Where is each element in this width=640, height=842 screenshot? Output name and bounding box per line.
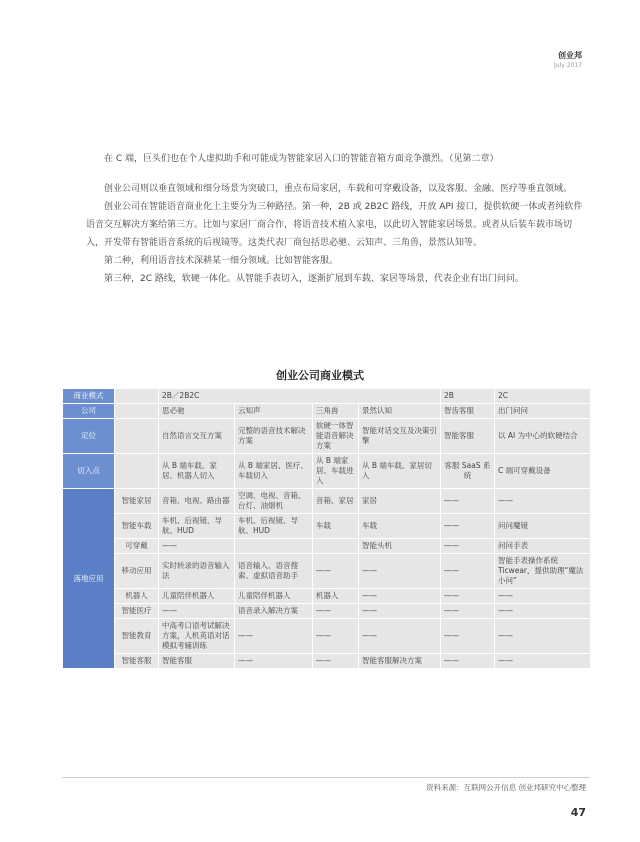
- table-cell: 从 B 端家居、车载进入: [313, 454, 359, 489]
- table-cell: ——: [495, 604, 591, 619]
- table-cell: ——: [441, 514, 495, 539]
- table-cell: 问问手表: [495, 539, 591, 554]
- table-cell: 机器人: [313, 589, 359, 604]
- table-cell: 智能客服解决方案: [359, 654, 441, 669]
- table-cell: 智能客服: [159, 654, 235, 669]
- table-row: [63, 539, 591, 554]
- table-cell: ——: [359, 604, 441, 619]
- table-cell: ——: [495, 489, 591, 514]
- table-cell: ——: [359, 619, 441, 654]
- table-cell: ——: [441, 539, 495, 554]
- table-cell: 智能头机: [359, 539, 441, 554]
- table-cell: 云知声: [235, 404, 313, 419]
- table-cell: ——: [235, 619, 313, 654]
- page-number: 47: [570, 806, 586, 819]
- table-cell: ——: [313, 554, 359, 589]
- table-cell: ——: [313, 654, 359, 669]
- table-cell: 从 B 端家居、医疗、车载切入: [235, 454, 313, 489]
- table-cell: 儿童陪伴机器人: [235, 589, 313, 604]
- header-cell: 定位: [63, 419, 115, 454]
- table-cell: 三角兽: [313, 404, 359, 419]
- table-cell: 完整的语音技术解决方案: [235, 419, 313, 454]
- table-cell: 以 AI 为中心的软硬结合: [495, 419, 591, 454]
- table-cell: 中高考口语考试解决方案，人机英语对话模拟考辅训练: [159, 619, 235, 654]
- row-label: 智能教育: [115, 619, 159, 654]
- table-cell: ——: [441, 619, 495, 654]
- table-cell: ——: [159, 539, 235, 554]
- table-cell: ——: [495, 654, 591, 669]
- source-note: 资料来源：互联网公开信息 创业邦研究中心整理: [426, 783, 586, 792]
- table-cell: [115, 454, 159, 489]
- table-cell: C 端可穿戴设备: [495, 454, 591, 489]
- table-cell: 车机、后视镜、导航、HUD: [159, 514, 235, 539]
- row-label: 智能家居: [115, 489, 159, 514]
- table-cell: 实时转录的语音输入法: [159, 554, 235, 589]
- table-cell: [313, 539, 359, 554]
- table-cell: [235, 539, 313, 554]
- table-cell: 儿童陪伴机器人: [159, 589, 235, 604]
- table-cell: 出门问问: [495, 404, 591, 419]
- table-row: [63, 404, 591, 419]
- table-cell: 从 B 端车载、家居切入: [359, 454, 441, 489]
- row-label: 可穿戴: [115, 539, 159, 554]
- table-cell: 语音录入解决方案: [235, 604, 313, 619]
- table-cell: ——: [441, 589, 495, 604]
- table-cell: 从 B 端车载、家居、机器人切入: [159, 454, 235, 489]
- paragraph: 创业公司在智能语音商业化上主要分为三种路径。第一种，2B 或 2B2C 路线，开放 API 接口，提供软硬一体或者纯软件语音交互解决方案给第三方。比如与家居厂商合作，将语音技术植入家电，以此切入智能家居场景。或者从后装车载市场切入，开发带有智能语音系统的后视镜等。这类代表厂商包括思必驰、云知声、三角兽，景然认知等。: [86, 202, 583, 248]
- paragraph: 第二种，利用语音技术深耕某一细分领域。比如智能客服。: [104, 256, 339, 266]
- table-row: [63, 589, 591, 604]
- paragraph: 第三种，2C 路线，软硬一体化。从智能手表切入，逐渐扩展到车载、家居等场景，代表企业有出门问问。: [104, 274, 524, 284]
- table-cell: ——: [441, 604, 495, 619]
- table-cell: 2B／2B2C: [159, 389, 441, 404]
- row-label: 机器人: [115, 589, 159, 604]
- table-cell: 音箱、家居: [313, 489, 359, 514]
- table-cell: ——: [359, 554, 441, 589]
- table-row: [63, 419, 591, 454]
- table-row: [63, 654, 591, 669]
- header-cell: 切入点: [63, 454, 115, 489]
- table-cell: 自然语言交互方案: [159, 419, 235, 454]
- table-row: [63, 604, 591, 619]
- table-cell: 车机、后视镜、导航、HUD: [235, 514, 313, 539]
- table-cell: ——: [495, 619, 591, 654]
- table-cell: 2B: [441, 389, 495, 404]
- table-row: [63, 619, 591, 654]
- table-row: [63, 489, 591, 514]
- table-cell: 智能对话交互及决策引擎: [359, 419, 441, 454]
- header-cell: 落地应用: [63, 489, 115, 669]
- table-cell: 车载: [359, 514, 441, 539]
- paragraph: 在 C 端，巨头们也在个人虚拟助手和可能成为智能家居入口的智能音箱方面竞争激烈。（见第二章）: [104, 154, 499, 164]
- table-cell: 客服 SaaS 系统: [441, 454, 495, 489]
- row-label: 智能医疗: [115, 604, 159, 619]
- table-cell: 语音输入、语音搜索、虚拟语音助手: [235, 554, 313, 589]
- table-cell: ——: [159, 604, 235, 619]
- row-label: 智能车载: [115, 514, 159, 539]
- header-cell: 商业模式: [63, 389, 115, 404]
- table-cell: 智能手表操作系统 Ticwear，提供助理“魔法小问”: [495, 554, 591, 589]
- table-cell: 车载: [313, 514, 359, 539]
- table-row: [63, 514, 591, 539]
- business-model-table: [62, 388, 591, 669]
- table-cell: 音箱、电视、路由器: [159, 489, 235, 514]
- table-cell: ——: [441, 554, 495, 589]
- table-cell: 空调、电视、音箱、台灯、油烟机: [235, 489, 313, 514]
- table-cell: [115, 419, 159, 454]
- divider: [62, 777, 590, 778]
- row-label: 移动应用: [115, 554, 159, 589]
- table-cell: ——: [359, 589, 441, 604]
- table-cell: [115, 404, 159, 419]
- row-label: 智能客服: [115, 654, 159, 669]
- header-cell: 公司: [63, 404, 115, 419]
- issue-date: July 2017: [554, 62, 582, 69]
- table-cell: ——: [313, 604, 359, 619]
- table-cell: 问问魔镜: [495, 514, 591, 539]
- article-body: [86, 150, 584, 288]
- magazine-brand: 创业邦: [558, 51, 582, 60]
- table-cell: 景然认知: [359, 404, 441, 419]
- table-cell: 智齿客服: [441, 404, 495, 419]
- table-row: [63, 454, 591, 489]
- table-cell: ——: [441, 489, 495, 514]
- table-cell: ——: [313, 619, 359, 654]
- table-title: 创业公司商业模式: [276, 369, 364, 382]
- table-cell: 家居: [359, 489, 441, 514]
- table-row: [63, 389, 591, 404]
- table-cell: ——: [495, 589, 591, 604]
- table-cell: ——: [235, 654, 313, 669]
- page-header: [554, 50, 582, 69]
- table-row: [63, 554, 591, 589]
- table-cell: 2C: [495, 389, 591, 404]
- table-cell: 智能客服: [441, 419, 495, 454]
- table-cell: ——: [441, 654, 495, 669]
- paragraph: 创业公司则以垂直领域和细分场景为突破口，重点布局家居，车载和可穿戴设备，以及客服、金融、医疗等垂直领域。: [104, 184, 573, 194]
- table-cell: 思必驰: [159, 404, 235, 419]
- table-cell: 软硬一体智能语音解决方案: [313, 419, 359, 454]
- table-cell: [115, 389, 159, 404]
